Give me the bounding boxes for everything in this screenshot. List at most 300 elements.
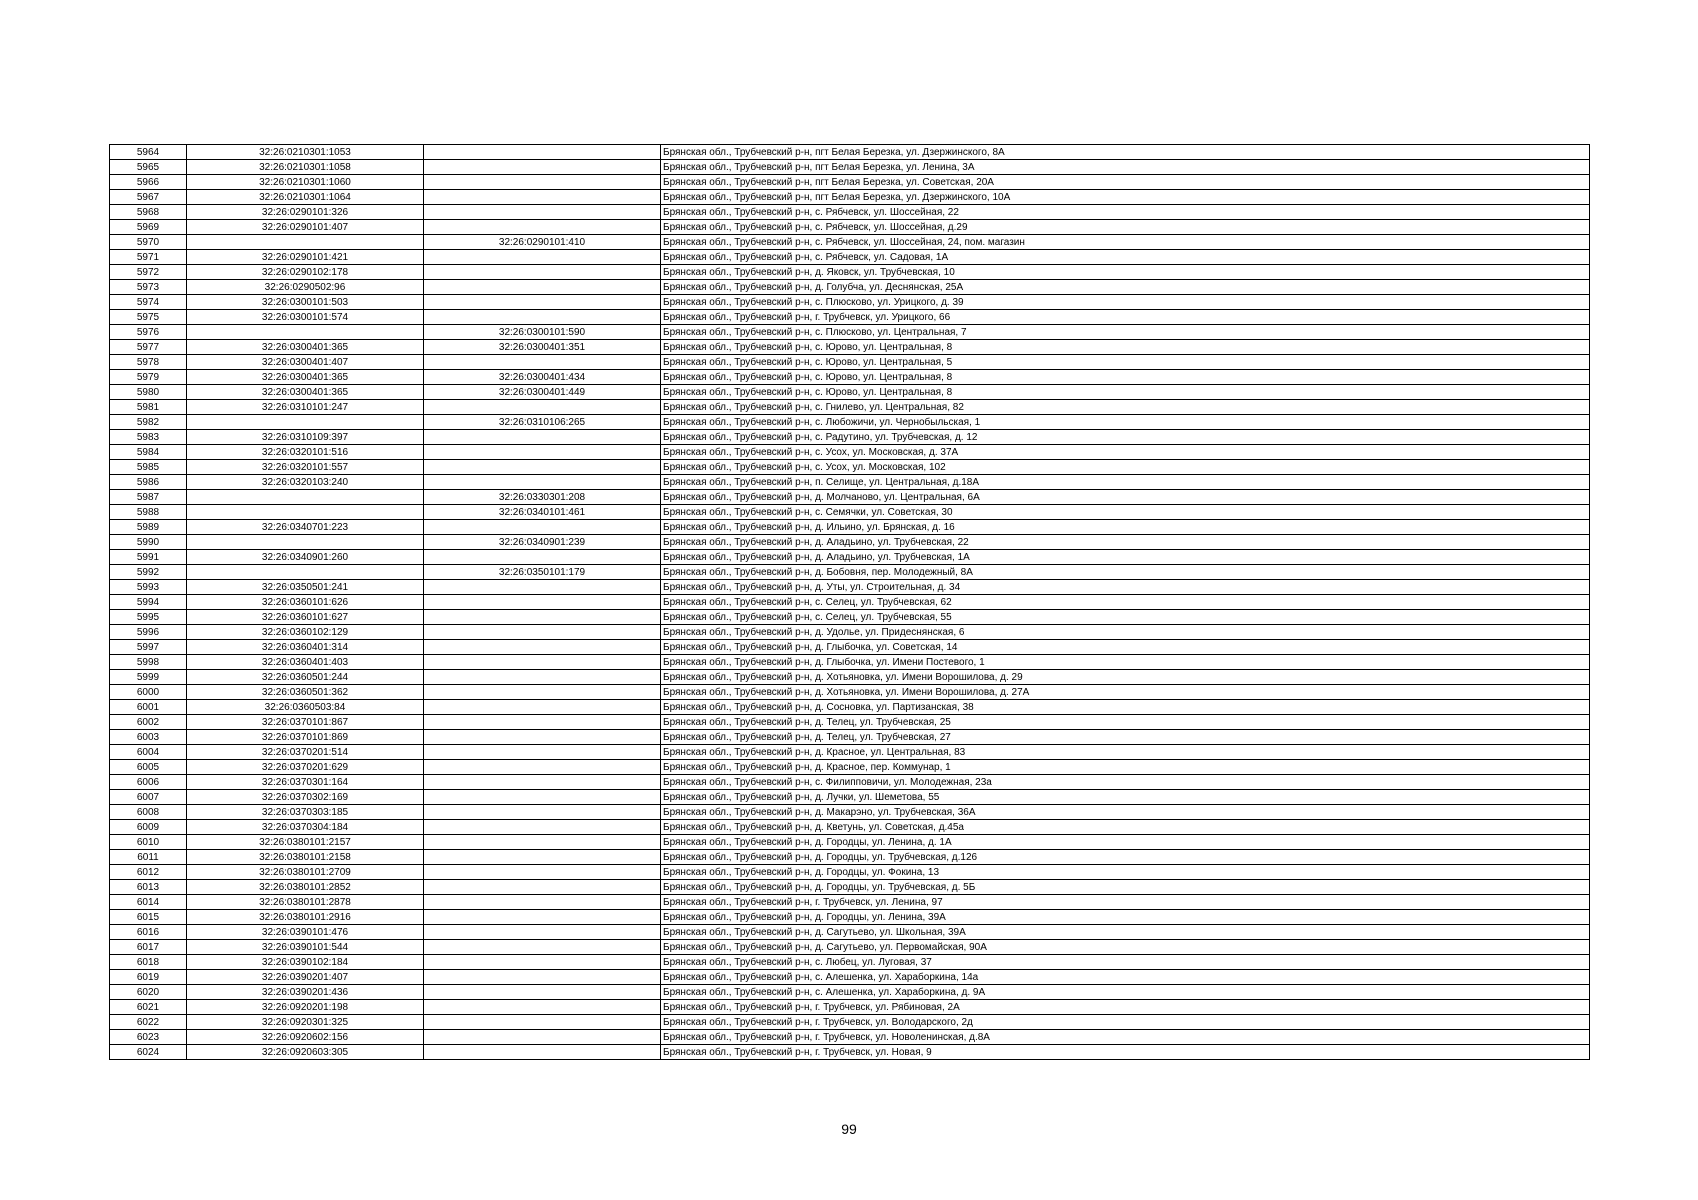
building-cadastral-number-cell xyxy=(424,820,661,835)
land-cadastral-number-cell: 32:26:0210301:1058 xyxy=(187,160,424,175)
land-cadastral-number-cell: 32:26:0370304:184 xyxy=(187,820,424,835)
building-cadastral-number-cell: 32:26:0300401:434 xyxy=(424,370,661,385)
address-cell: Брянская обл., Трубчевский р-н, с. Юрово, ул. Центральная, 8 xyxy=(661,370,1590,385)
building-cadastral-number-cell xyxy=(424,790,661,805)
table-row xyxy=(110,520,1590,535)
address-cell: Брянская обл., Трубчевский р-н, с. Рябчевск, ул. Шоссейная, 24, пом. магазин xyxy=(661,235,1590,250)
table-row xyxy=(110,430,1590,445)
row-number-cell: 5993 xyxy=(110,580,187,595)
row-number-cell: 6005 xyxy=(110,760,187,775)
table-row xyxy=(110,370,1590,385)
table-row xyxy=(110,790,1590,805)
land-cadastral-number-cell: 32:26:0920602:156 xyxy=(187,1030,424,1045)
address-cell: Брянская обл., Трубчевский р-н, с. Рябчевск, ул. Шоссейная, д.29 xyxy=(661,220,1590,235)
land-cadastral-number-cell: 32:26:0390101:476 xyxy=(187,925,424,940)
building-cadastral-number-cell xyxy=(424,655,661,670)
building-cadastral-number-cell xyxy=(424,280,661,295)
table-row xyxy=(110,760,1590,775)
land-cadastral-number-cell: 32:26:0390101:544 xyxy=(187,940,424,955)
building-cadastral-number-cell xyxy=(424,985,661,1000)
address-cell: Брянская обл., Трубчевский р-н, г. Трубчевск, ул. Ленина, 97 xyxy=(661,895,1590,910)
row-number-cell: 5966 xyxy=(110,175,187,190)
address-cell: Брянская обл., Трубчевский р-н, д. Кветунь, ул. Советская, д.45а xyxy=(661,820,1590,835)
table-row xyxy=(110,280,1590,295)
table-row xyxy=(110,850,1590,865)
table-row xyxy=(110,475,1590,490)
row-number-cell: 6006 xyxy=(110,775,187,790)
document-page-content xyxy=(109,144,1589,1060)
row-number-cell: 5970 xyxy=(110,235,187,250)
address-cell: Брянская обл., Трубчевский р-н, д. Хотьяновка, ул. Имени Ворошилова, д. 27А xyxy=(661,685,1590,700)
land-cadastral-number-cell: 32:26:0310101:247 xyxy=(187,400,424,415)
building-cadastral-number-cell xyxy=(424,1030,661,1045)
table-row xyxy=(110,340,1590,355)
land-cadastral-number-cell: 32:26:0370201:629 xyxy=(187,760,424,775)
row-number-cell: 6001 xyxy=(110,700,187,715)
building-cadastral-number-cell: 32:26:0300101:590 xyxy=(424,325,661,340)
address-cell: Брянская обл., Трубчевский р-н, г. Трубчевск, ул. Новоленинская, д.8А xyxy=(661,1030,1590,1045)
row-number-cell: 6013 xyxy=(110,880,187,895)
row-number-cell: 6010 xyxy=(110,835,187,850)
building-cadastral-number-cell xyxy=(424,475,661,490)
building-cadastral-number-cell xyxy=(424,145,661,160)
row-number-cell: 6007 xyxy=(110,790,187,805)
address-cell: Брянская обл., Трубчевский р-н, с. Любец, ул. Луговая, 37 xyxy=(661,955,1590,970)
land-cadastral-number-cell: 32:26:0360503:84 xyxy=(187,700,424,715)
building-cadastral-number-cell xyxy=(424,355,661,370)
address-cell: Брянская обл., Трубчевский р-н, с. Любожичи, ул. Чернобыльская, 1 xyxy=(661,415,1590,430)
address-cell: Брянская обл., Трубчевский р-н, д. Городцы, ул. Трубчевская, д.126 xyxy=(661,850,1590,865)
land-cadastral-number-cell: 32:26:0920301:325 xyxy=(187,1015,424,1030)
address-cell: Брянская обл., Трубчевский р-н, г. Трубчевск, ул. Урицкого, 66 xyxy=(661,310,1590,325)
row-number-cell: 5981 xyxy=(110,400,187,415)
address-cell: Брянская обл., Трубчевский р-н, с. Филипповичи, ул. Молодежная, 23а xyxy=(661,775,1590,790)
row-number-cell: 6014 xyxy=(110,895,187,910)
table-row xyxy=(110,595,1590,610)
building-cadastral-number-cell xyxy=(424,295,661,310)
building-cadastral-number-cell: 32:26:0300401:449 xyxy=(424,385,661,400)
row-number-cell: 5995 xyxy=(110,610,187,625)
table-row xyxy=(110,205,1590,220)
row-number-cell: 6008 xyxy=(110,805,187,820)
building-cadastral-number-cell xyxy=(424,865,661,880)
land-cadastral-number-cell xyxy=(187,490,424,505)
address-cell: Брянская обл., Трубчевский р-н, д. Глыбочка, ул. Имени Постевого, 1 xyxy=(661,655,1590,670)
address-cell: Брянская обл., Трубчевский р-н, д. Аладьино, ул. Трубчевская, 22 xyxy=(661,535,1590,550)
row-number-cell: 5994 xyxy=(110,595,187,610)
address-cell: Брянская обл., Трубчевский р-н, д. Лучки, ул. Шеметова, 55 xyxy=(661,790,1590,805)
table-row xyxy=(110,820,1590,835)
table-row xyxy=(110,1045,1590,1060)
table-row xyxy=(110,160,1590,175)
row-number-cell: 6009 xyxy=(110,820,187,835)
row-number-cell: 5989 xyxy=(110,520,187,535)
table-row xyxy=(110,610,1590,625)
row-number-cell: 5977 xyxy=(110,340,187,355)
row-number-cell: 5997 xyxy=(110,640,187,655)
land-cadastral-number-cell: 32:26:0380101:2852 xyxy=(187,880,424,895)
address-cell: Брянская обл., Трубчевский р-н, д. Сагутьево, ул. Первомайская, 90А xyxy=(661,940,1590,955)
building-cadastral-number-cell xyxy=(424,1000,661,1015)
address-cell: Брянская обл., Трубчевский р-н, д. Телец, ул. Трубчевская, 25 xyxy=(661,715,1590,730)
address-cell: Брянская обл., Трубчевский р-н, д. Ильино, ул. Брянская, д. 16 xyxy=(661,520,1590,535)
table-row xyxy=(110,1015,1590,1030)
row-number-cell: 6000 xyxy=(110,685,187,700)
address-cell: Брянская обл., Трубчевский р-н, д. Макарэно, ул. Трубчевская, 36А xyxy=(661,805,1590,820)
row-number-cell: 6004 xyxy=(110,745,187,760)
building-cadastral-number-cell xyxy=(424,250,661,265)
building-cadastral-number-cell xyxy=(424,520,661,535)
building-cadastral-number-cell xyxy=(424,190,661,205)
table-row xyxy=(110,865,1590,880)
building-cadastral-number-cell xyxy=(424,610,661,625)
building-cadastral-number-cell xyxy=(424,1015,661,1030)
land-cadastral-number-cell: 32:26:0380101:2158 xyxy=(187,850,424,865)
table-row xyxy=(110,955,1590,970)
table-row xyxy=(110,505,1590,520)
row-number-cell: 5990 xyxy=(110,535,187,550)
building-cadastral-number-cell xyxy=(424,400,661,415)
building-cadastral-number-cell xyxy=(424,880,661,895)
table-row xyxy=(110,910,1590,925)
table-row xyxy=(110,580,1590,595)
table-row xyxy=(110,535,1590,550)
row-number-cell: 5982 xyxy=(110,415,187,430)
row-number-cell: 5983 xyxy=(110,430,187,445)
building-cadastral-number-cell xyxy=(424,760,661,775)
land-cadastral-number-cell xyxy=(187,565,424,580)
address-cell: Брянская обл., Трубчевский р-н, д. Городцы, ул. Фокина, 13 xyxy=(661,865,1590,880)
land-cadastral-number-cell: 32:26:0300401:407 xyxy=(187,355,424,370)
row-number-cell: 5999 xyxy=(110,670,187,685)
land-cadastral-number-cell: 32:26:0340701:223 xyxy=(187,520,424,535)
address-cell: Брянская обл., Трубчевский р-н, с. Усох, ул. Московская, 102 xyxy=(661,460,1590,475)
building-cadastral-number-cell: 32:26:0290101:410 xyxy=(424,235,661,250)
table-row xyxy=(110,895,1590,910)
row-number-cell: 5992 xyxy=(110,565,187,580)
table-body xyxy=(110,145,1590,1060)
row-number-cell: 6002 xyxy=(110,715,187,730)
table-row xyxy=(110,715,1590,730)
address-cell: Брянская обл., Трубчевский р-н, с. Усох, ул. Московская, д. 37А xyxy=(661,445,1590,460)
land-cadastral-number-cell: 32:26:0300101:503 xyxy=(187,295,424,310)
building-cadastral-number-cell xyxy=(424,550,661,565)
building-cadastral-number-cell: 32:26:0340901:239 xyxy=(424,535,661,550)
row-number-cell: 5968 xyxy=(110,205,187,220)
table-row xyxy=(110,1000,1590,1015)
land-cadastral-number-cell: 32:26:0360401:403 xyxy=(187,655,424,670)
row-number-cell: 5979 xyxy=(110,370,187,385)
table-row xyxy=(110,265,1590,280)
table-row xyxy=(110,250,1590,265)
land-cadastral-number-cell: 32:26:0300101:574 xyxy=(187,310,424,325)
building-cadastral-number-cell xyxy=(424,265,661,280)
row-number-cell: 5967 xyxy=(110,190,187,205)
land-cadastral-number-cell: 32:26:0390201:436 xyxy=(187,985,424,1000)
land-cadastral-number-cell: 32:26:0320103:240 xyxy=(187,475,424,490)
land-cadastral-number-cell xyxy=(187,325,424,340)
land-cadastral-number-cell: 32:26:0360401:314 xyxy=(187,640,424,655)
address-cell: Брянская обл., Трубчевский р-н, г. Трубчевск, ул. Володарского, 2д xyxy=(661,1015,1590,1030)
land-cadastral-number-cell: 32:26:0290101:421 xyxy=(187,250,424,265)
table-row xyxy=(110,415,1590,430)
land-cadastral-number-cell xyxy=(187,415,424,430)
row-number-cell: 5984 xyxy=(110,445,187,460)
address-cell: Брянская обл., Трубчевский р-н, с. Семячки, ул. Советская, 30 xyxy=(661,505,1590,520)
table-row xyxy=(110,235,1590,250)
land-cadastral-number-cell: 32:26:0350501:241 xyxy=(187,580,424,595)
building-cadastral-number-cell xyxy=(424,580,661,595)
address-cell: Брянская обл., Трубчевский р-н, с. Радутино, ул. Трубчевская, д. 12 xyxy=(661,430,1590,445)
table-row xyxy=(110,1030,1590,1045)
table-row xyxy=(110,385,1590,400)
land-cadastral-number-cell: 32:26:0290101:326 xyxy=(187,205,424,220)
land-cadastral-number-cell: 32:26:0300401:365 xyxy=(187,385,424,400)
land-cadastral-number-cell xyxy=(187,505,424,520)
row-number-cell: 5985 xyxy=(110,460,187,475)
row-number-cell: 6024 xyxy=(110,1045,187,1060)
land-cadastral-number-cell xyxy=(187,235,424,250)
table-row xyxy=(110,490,1590,505)
address-cell: Брянская обл., Трубчевский р-н, д. Бобовня, пер. Молодежный, 8А xyxy=(661,565,1590,580)
land-cadastral-number-cell: 32:26:0210301:1064 xyxy=(187,190,424,205)
table-row xyxy=(110,805,1590,820)
land-cadastral-number-cell: 32:26:0380101:2878 xyxy=(187,895,424,910)
address-cell: Брянская обл., Трубчевский р-н, д. Городцы, ул. Ленина, 39А xyxy=(661,910,1590,925)
land-cadastral-number-cell: 32:26:0210301:1060 xyxy=(187,175,424,190)
address-cell: Брянская обл., Трубчевский р-н, д. Глыбочка, ул. Советская, 14 xyxy=(661,640,1590,655)
table-row xyxy=(110,835,1590,850)
row-number-cell: 6023 xyxy=(110,1030,187,1045)
land-cadastral-number-cell: 32:26:0290102:178 xyxy=(187,265,424,280)
building-cadastral-number-cell xyxy=(424,220,661,235)
row-number-cell: 6018 xyxy=(110,955,187,970)
building-cadastral-number-cell xyxy=(424,685,661,700)
land-cadastral-number-cell: 32:26:0210301:1053 xyxy=(187,145,424,160)
address-cell: Брянская обл., Трубчевский р-н, с. Рябчевск, ул. Садовая, 1А xyxy=(661,250,1590,265)
address-cell: Брянская обл., Трубчевский р-н, п. Селище, ул. Центральная, д.18А xyxy=(661,475,1590,490)
table-row xyxy=(110,145,1590,160)
table-row xyxy=(110,190,1590,205)
address-cell: Брянская обл., Трубчевский р-н, д. Голубча, ул. Деснянская, 25А xyxy=(661,280,1590,295)
table-row xyxy=(110,460,1590,475)
address-cell: Брянская обл., Трубчевский р-н, д. Сагутьево, ул. Школьная, 39А xyxy=(661,925,1590,940)
building-cadastral-number-cell xyxy=(424,700,661,715)
row-number-cell: 6021 xyxy=(110,1000,187,1015)
land-cadastral-number-cell: 32:26:0380101:2709 xyxy=(187,865,424,880)
row-number-cell: 6017 xyxy=(110,940,187,955)
land-cadastral-number-cell: 32:26:0370302:169 xyxy=(187,790,424,805)
land-cadastral-number-cell: 32:26:0360101:627 xyxy=(187,610,424,625)
table-row xyxy=(110,940,1590,955)
building-cadastral-number-cell xyxy=(424,625,661,640)
address-cell: Брянская обл., Трубчевский р-н, д. Телец, ул. Трубчевская, 27 xyxy=(661,730,1590,745)
address-cell: Брянская обл., Трубчевский р-н, с. Плюсково, ул. Центральная, 7 xyxy=(661,325,1590,340)
page-number: 99 xyxy=(841,1121,857,1137)
row-number-cell: 5998 xyxy=(110,655,187,670)
address-cell: Брянская обл., Трубчевский р-н, с. Юрово, ул. Центральная, 8 xyxy=(661,385,1590,400)
table-row xyxy=(110,775,1590,790)
building-cadastral-number-cell xyxy=(424,310,661,325)
building-cadastral-number-cell xyxy=(424,835,661,850)
address-cell: Брянская обл., Трубчевский р-н, д. Аладьино, ул. Трубчевская, 1А xyxy=(661,550,1590,565)
address-cell: Брянская обл., Трубчевский р-н, с. Плюсково, ул. Урицкого, д. 39 xyxy=(661,295,1590,310)
address-cell: Брянская обл., Трубчевский р-н, д. Городцы, ул. Трубчевская, д. 5Б xyxy=(661,880,1590,895)
address-cell: Брянская обл., Трубчевский р-н, д. Удолье, ул. Придеснянская, 6 xyxy=(661,625,1590,640)
building-cadastral-number-cell xyxy=(424,910,661,925)
building-cadastral-number-cell xyxy=(424,955,661,970)
land-cadastral-number-cell: 32:26:0370301:164 xyxy=(187,775,424,790)
land-cadastral-number-cell: 32:26:0360101:626 xyxy=(187,595,424,610)
land-cadastral-number-cell: 32:26:0920603:305 xyxy=(187,1045,424,1060)
building-cadastral-number-cell xyxy=(424,670,661,685)
land-cadastral-number-cell: 32:26:0360102:129 xyxy=(187,625,424,640)
building-cadastral-number-cell xyxy=(424,805,661,820)
row-number-cell: 6020 xyxy=(110,985,187,1000)
building-cadastral-number-cell xyxy=(424,595,661,610)
address-cell: Брянская обл., Трубчевский р-н, пгт Белая Березка, ул. Дзержинского, 8А xyxy=(661,145,1590,160)
row-number-cell: 5975 xyxy=(110,310,187,325)
building-cadastral-number-cell: 32:26:0300401:351 xyxy=(424,340,661,355)
table-row xyxy=(110,880,1590,895)
table-row xyxy=(110,685,1590,700)
building-cadastral-number-cell xyxy=(424,730,661,745)
row-number-cell: 6015 xyxy=(110,910,187,925)
building-cadastral-number-cell xyxy=(424,445,661,460)
table-row xyxy=(110,640,1590,655)
table-row xyxy=(110,295,1590,310)
address-cell: Брянская обл., Трубчевский р-н, с. Юрово, ул. Центральная, 8 xyxy=(661,340,1590,355)
table-row xyxy=(110,175,1590,190)
building-cadastral-number-cell xyxy=(424,640,661,655)
row-number-cell: 5996 xyxy=(110,625,187,640)
building-cadastral-number-cell xyxy=(424,970,661,985)
building-cadastral-number-cell xyxy=(424,745,661,760)
building-cadastral-number-cell xyxy=(424,895,661,910)
row-number-cell: 6003 xyxy=(110,730,187,745)
address-cell: Брянская обл., Трубчевский р-н, с. Селец, ул. Трубчевская, 62 xyxy=(661,595,1590,610)
building-cadastral-number-cell xyxy=(424,925,661,940)
building-cadastral-number-cell xyxy=(424,715,661,730)
address-cell: Брянская обл., Трубчевский р-н, д. Сосновка, ул. Партизанская, 38 xyxy=(661,700,1590,715)
table-row xyxy=(110,655,1590,670)
land-cadastral-number-cell: 32:26:0380101:2916 xyxy=(187,910,424,925)
land-cadastral-number-cell: 32:26:0320101:516 xyxy=(187,445,424,460)
address-cell: Брянская обл., Трубчевский р-н, с. Селец, ул. Трубчевская, 55 xyxy=(661,610,1590,625)
land-cadastral-number-cell: 32:26:0370101:869 xyxy=(187,730,424,745)
building-cadastral-number-cell: 32:26:0310106:265 xyxy=(424,415,661,430)
land-cadastral-number-cell xyxy=(187,535,424,550)
row-number-cell: 5972 xyxy=(110,265,187,280)
table-row xyxy=(110,565,1590,580)
row-number-cell: 5988 xyxy=(110,505,187,520)
table-row xyxy=(110,400,1590,415)
land-cadastral-number-cell: 32:26:0290101:407 xyxy=(187,220,424,235)
row-number-cell: 5986 xyxy=(110,475,187,490)
table-row xyxy=(110,670,1590,685)
row-number-cell: 6019 xyxy=(110,970,187,985)
land-cadastral-number-cell: 32:26:0300401:365 xyxy=(187,370,424,385)
address-cell: Брянская обл., Трубчевский р-н, с. Алешенка, ул. Хараборкина, 14а xyxy=(661,970,1590,985)
address-cell: Брянская обл., Трубчевский р-н, с. Алешенка, ул. Хараборкина, д. 9А xyxy=(661,985,1590,1000)
land-cadastral-number-cell: 32:26:0370303:185 xyxy=(187,805,424,820)
address-cell: Брянская обл., Трубчевский р-н, д. Красное, пер. Коммунар, 1 xyxy=(661,760,1590,775)
land-cadastral-number-cell: 32:26:0360501:362 xyxy=(187,685,424,700)
land-cadastral-number-cell: 32:26:0310109:397 xyxy=(187,430,424,445)
address-cell: Брянская обл., Трубчевский р-н, д. Уты, ул. Строительная, д. 34 xyxy=(661,580,1590,595)
row-number-cell: 5987 xyxy=(110,490,187,505)
address-cell: Брянская обл., Трубчевский р-н, с. Гнилево, ул. Центральная, 82 xyxy=(661,400,1590,415)
row-number-cell: 5976 xyxy=(110,325,187,340)
row-number-cell: 5991 xyxy=(110,550,187,565)
address-cell: Брянская обл., Трубчевский р-н, пгт Белая Березка, ул. Советская, 20А xyxy=(661,175,1590,190)
row-number-cell: 5980 xyxy=(110,385,187,400)
building-cadastral-number-cell: 32:26:0350101:179 xyxy=(424,565,661,580)
land-cadastral-number-cell: 32:26:0360501:244 xyxy=(187,670,424,685)
land-cadastral-number-cell: 32:26:0320101:557 xyxy=(187,460,424,475)
row-number-cell: 5971 xyxy=(110,250,187,265)
land-cadastral-number-cell: 32:26:0290502:96 xyxy=(187,280,424,295)
land-cadastral-number-cell: 32:26:0390102:184 xyxy=(187,955,424,970)
building-cadastral-number-cell xyxy=(424,460,661,475)
row-number-cell: 5964 xyxy=(110,145,187,160)
row-number-cell: 5974 xyxy=(110,295,187,310)
property-registry-table xyxy=(109,144,1590,1060)
address-cell: Брянская обл., Трубчевский р-н, пгт Белая Березка, ул. Ленина, 3А xyxy=(661,160,1590,175)
table-row xyxy=(110,745,1590,760)
row-number-cell: 5973 xyxy=(110,280,187,295)
address-cell: Брянская обл., Трубчевский р-н, д. Яковск, ул. Трубчевская, 10 xyxy=(661,265,1590,280)
land-cadastral-number-cell: 32:26:0390201:407 xyxy=(187,970,424,985)
table-row xyxy=(110,925,1590,940)
address-cell: Брянская обл., Трубчевский р-н, с. Рябчевск, ул. Шоссейная, 22 xyxy=(661,205,1590,220)
building-cadastral-number-cell xyxy=(424,940,661,955)
table-row xyxy=(110,730,1590,745)
table-row xyxy=(110,220,1590,235)
land-cadastral-number-cell: 32:26:0300401:365 xyxy=(187,340,424,355)
address-cell: Брянская обл., Трубчевский р-н, д. Молчаново, ул. Центральная, 6А xyxy=(661,490,1590,505)
table-row xyxy=(110,445,1590,460)
land-cadastral-number-cell: 32:26:0370201:514 xyxy=(187,745,424,760)
row-number-cell: 6016 xyxy=(110,925,187,940)
table-row xyxy=(110,310,1590,325)
building-cadastral-number-cell xyxy=(424,775,661,790)
address-cell: Брянская обл., Трубчевский р-н, д. Хотьяновка, ул. Имени Ворошилова, д. 29 xyxy=(661,670,1590,685)
row-number-cell: 6022 xyxy=(110,1015,187,1030)
address-cell: Брянская обл., Трубчевский р-н, пгт Белая Березка, ул. Дзержинского, 10А xyxy=(661,190,1590,205)
row-number-cell: 6011 xyxy=(110,850,187,865)
table-row xyxy=(110,550,1590,565)
table-row xyxy=(110,970,1590,985)
land-cadastral-number-cell: 32:26:0920201:198 xyxy=(187,1000,424,1015)
table-row xyxy=(110,625,1590,640)
building-cadastral-number-cell xyxy=(424,850,661,865)
land-cadastral-number-cell: 32:26:0340901:260 xyxy=(187,550,424,565)
land-cadastral-number-cell: 32:26:0370101:867 xyxy=(187,715,424,730)
table-row xyxy=(110,355,1590,370)
address-cell: Брянская обл., Трубчевский р-н, д. Городцы, ул. Ленина, д. 1А xyxy=(661,835,1590,850)
building-cadastral-number-cell xyxy=(424,430,661,445)
row-number-cell: 5969 xyxy=(110,220,187,235)
address-cell: Брянская обл., Трубчевский р-н, г. Трубчевск, ул. Новая, 9 xyxy=(661,1045,1590,1060)
building-cadastral-number-cell: 32:26:0330301:208 xyxy=(424,490,661,505)
building-cadastral-number-cell: 32:26:0340101:461 xyxy=(424,505,661,520)
building-cadastral-number-cell xyxy=(424,205,661,220)
table-row xyxy=(110,700,1590,715)
building-cadastral-number-cell xyxy=(424,1045,661,1060)
row-number-cell: 6012 xyxy=(110,865,187,880)
row-number-cell: 5978 xyxy=(110,355,187,370)
